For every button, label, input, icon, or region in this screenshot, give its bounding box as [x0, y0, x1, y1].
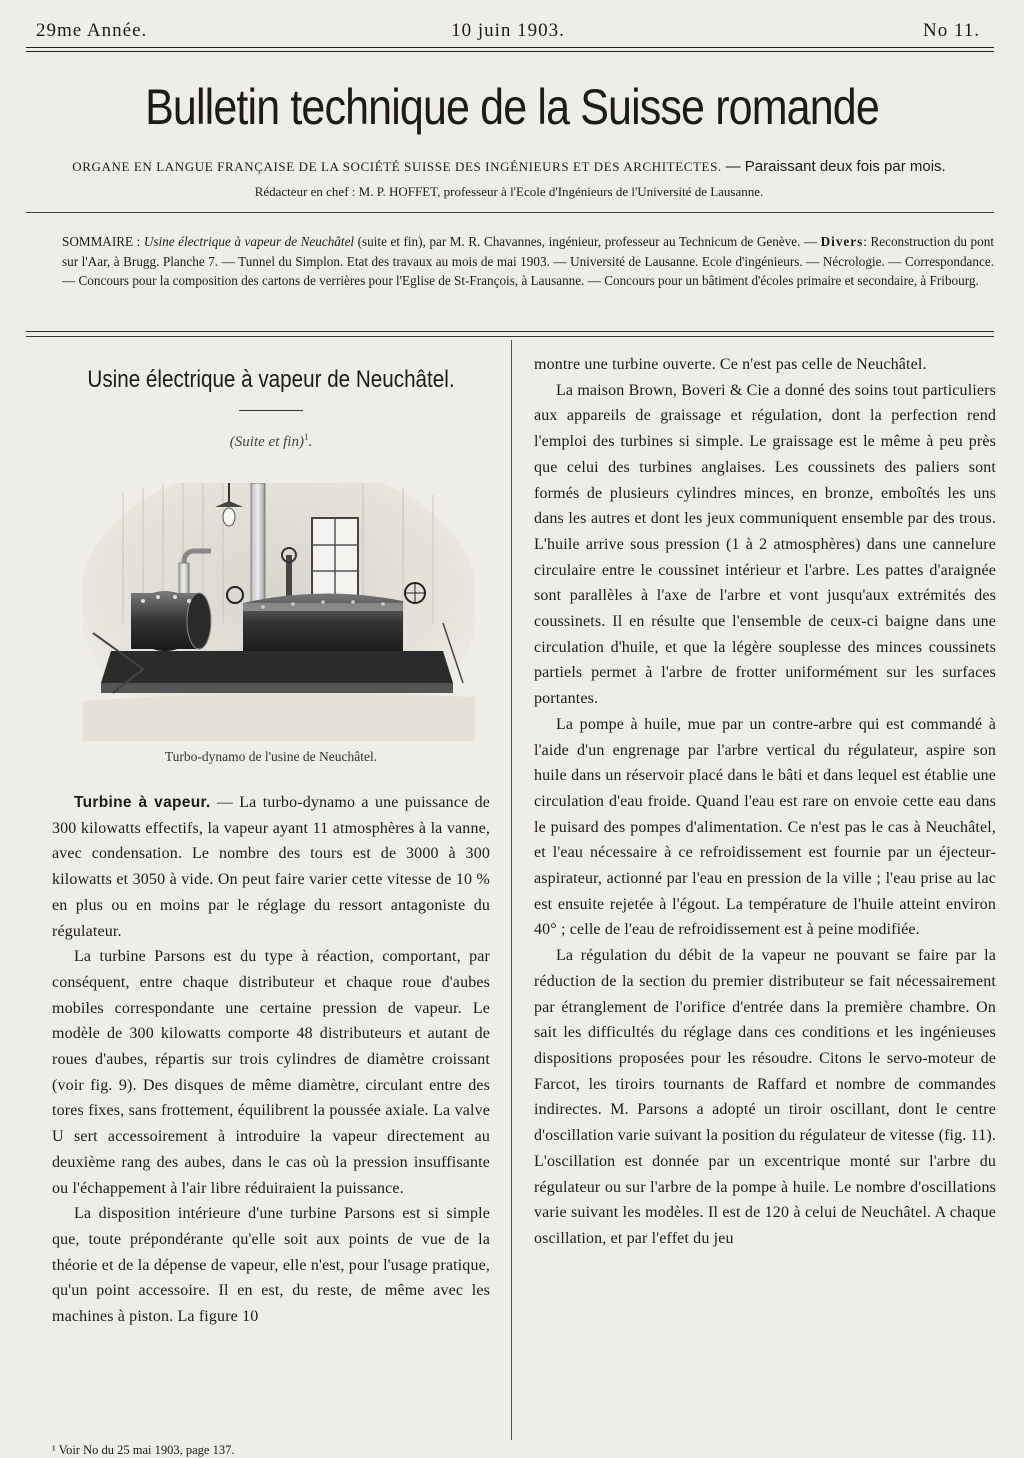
article-suite: (Suite et fin)$^1$. — [229, 432, 313, 450]
paragraph: montre une turbine ouverte. Ce n'est pas celle de Neuchâtel. — [534, 356, 927, 373]
sommaire-label: SOMMAIRE : — [62, 234, 141, 249]
sommaire — [62, 232, 994, 291]
sommaire-rule — [26, 331, 994, 337]
masthead-redacteur: Rédacteur en chef : M. P. HOFFET, professeur à l'Ecole d'Ingénieurs de l'Université de Lausanne. — [254, 184, 764, 199]
right-body-text — [534, 352, 996, 1252]
article-title: Usine électrique à vapeur de Neuchâtel. — [87, 366, 455, 393]
section-lead: Turbine à vapeur. — [74, 794, 211, 811]
issue-header — [36, 18, 980, 46]
footnote: ¹ Voir No du 25 mai 1903, page 137. — [52, 1443, 235, 1457]
footnote-ref: 1 — [303, 432, 309, 442]
column-divider — [511, 340, 512, 1440]
paragraph: La maison Brown, Boveri & Cie a donné des soins tout particuliers aux appareils de graissage et régulation, dont la perfection rend l'emploi des turbines si simple. Le graissage est le même à peu près que celui des turbines anglaises. Les coussinets des paliers sont formés de plusieurs cylindres minces, en bronze, emboîtés les uns dans les autres et dont les jeux communiquent ensemble par des trous. L'huile arrive sous pression (1 à 2 atmosphères) dans une cannelure circulaire entre le coussinet intérieur et l'arbre. Les pattes d'araignée sont parallèles à l'axe de l'arbre et vont jusqu'aux extrémités des coussinets. Il en résulte que l'ensemble de ceux-ci baigne dans une circulation d'huile, et que la légère souplesse des minces coussinets partiels permet à l'arbre de frotter uniformément sur les surfaces portantes. — [534, 381, 996, 708]
turbo-dynamo-engraving — [83, 483, 475, 741]
masthead-rule — [26, 212, 994, 213]
paragraph: La pompe à huile, mue par un contre-arbre qui est commandé à l'aide d'un engrenage par l'arbre vertical du régulateur, aspire son huile dans un réservoir placé dans le bâti et dans lequel est établie une circulation d'eau froide. Quand l'eau est rare on envoie cette eau dans le puisard des pompes d'alimentation. Ce n'est pas le cas à Neuchâtel, et l'eau nécessaire à ce refroidissement est fournie par un éjecteur-aspirateur, actionné par l'eau en pression de la ville ; l'eau prise au lac est ensuite rejetée à l'égout. La température de l'huile atteint environ 40° ; celle de l'eau de refroidissement est à peine modifiée. — [534, 715, 996, 939]
paragraph — [52, 790, 490, 944]
paragraph: La turbine Parsons est du type à réaction, comportant, par conséquent, entre chaque distributeur et chaque roue d'aubes mobiles correspondante une certaine pression de vapeur. Le modèle de 300 kilowatts comporte 48 distributeurs et autant de roues d'aubes, répartis sur trois cylindres de diamètre croissant (voir fig. 9). Des disques de même diamètre, circulant entre des tores fixes, sans frottement, équilibrent la poussée axiale. La valve U sert accessoirement à introduire la vapeur directement au deuxième rang des aubes, dans le cas où la pression insuffisante ou l'échappement à l'air libre réduiraient la puissance. — [52, 948, 490, 1197]
figure-caption: Turbo-dynamo de l'usine de Neuchâtel. — [164, 749, 378, 764]
left-body-text — [52, 790, 490, 1330]
masthead-title: Bulletin technique de la Suisse romande — [145, 79, 879, 135]
sommaire-item-1-title: Usine électrique à vapeur de Neuchâtel — [143, 234, 355, 249]
paragraph: La régulation du débit de la vapeur ne pouvant se faire par la réduction de la section du premier distributeur se fait nécessairement par étranglement de l'orifice d'entrée dans la première chambre. On sait les difficultés du réglage dans ces conditions et les ingénieuses dispositions proposées pour les résoudre. Citons le servo-moteur de Farcot, les tiroirs tournants de Raffard et nombre de commandes indirectes. M. Parsons a adopté un tiroir oscillant, dont le centre d'oscillation varie suivant la position du régulateur de vitesse (fig. 11). L'oscillation est donnée par un excentrique monté sur l'arbre du régulateur ou sur l'arbre de la pompe à huile. Le nombre d'oscillations varie suivant les modèles. Il est de 120 à celui de Neuchâtel. A chaque oscillation, et par l'effet du jeu — [534, 947, 996, 1247]
header-rule — [26, 47, 994, 52]
sommaire-divers-rest: : Reconstruction du pont sur l'Aar, à Brugg. Planche 7. — Tunnel du Simplon. Etat des travaux au mois de mai 1903. — Université de Lausanne. Ecole d'ingénieurs. — Nécrologie. — Correspondance. — Concours pour la composition des cartons de verrières pour l'Eglise de St-François, à Lausanne. — Concours pour un bâtiment d'écoles primaire et secondaire, à Fribourg. — [62, 234, 994, 289]
paragraph: La disposition intérieure d'une turbine Parsons est si simple que, toute prépondérante qu'elle soit aux points de vue de la théorie et de la dépense de vapeur, elle n'est, pour l'usage pratique, qu'un point accessoire. Il en est, du reste, de même avec les machines à piston. La figure 10 — [52, 1205, 490, 1326]
suite-text: (Suite et fin) — [229, 434, 304, 450]
issue-year: 29me Année. — [36, 20, 148, 41]
issue-date: 10 juin 1903. — [451, 20, 565, 41]
organe-text: ORGANE EN LANGUE FRANÇAISE DE LA SOCIÉTÉ SUISSE DES INGÉNIEURS ET DES ARCHITECTES. — [72, 159, 722, 174]
sommaire-item-1-rest: (suite et fin), par M. R. Chavannes, ingénieur, professeur au Technicum de Genève. — — [354, 234, 821, 249]
title-rule — [239, 410, 303, 411]
paragraph-text: — La turbo-dynamo a une puissance de 300 kilowatts effectifs, la vapeur ayant 11 atmosphères à la vanne, avec condensation. Le nombre des tours est de 3000 à 300 kilowatts et 3050 à vide. On peut faire varier cette vitesse de 10 % en plus ou en moins par le réglage du ressort antagoniste du régulateur. — [52, 794, 490, 940]
parution-text: — Paraissant deux fois par mois. — [725, 158, 946, 175]
sommaire-divers-label: Divers — [820, 234, 864, 249]
masthead-organe — [20, 158, 998, 175]
issue-number: No 11. — [922, 20, 980, 41]
